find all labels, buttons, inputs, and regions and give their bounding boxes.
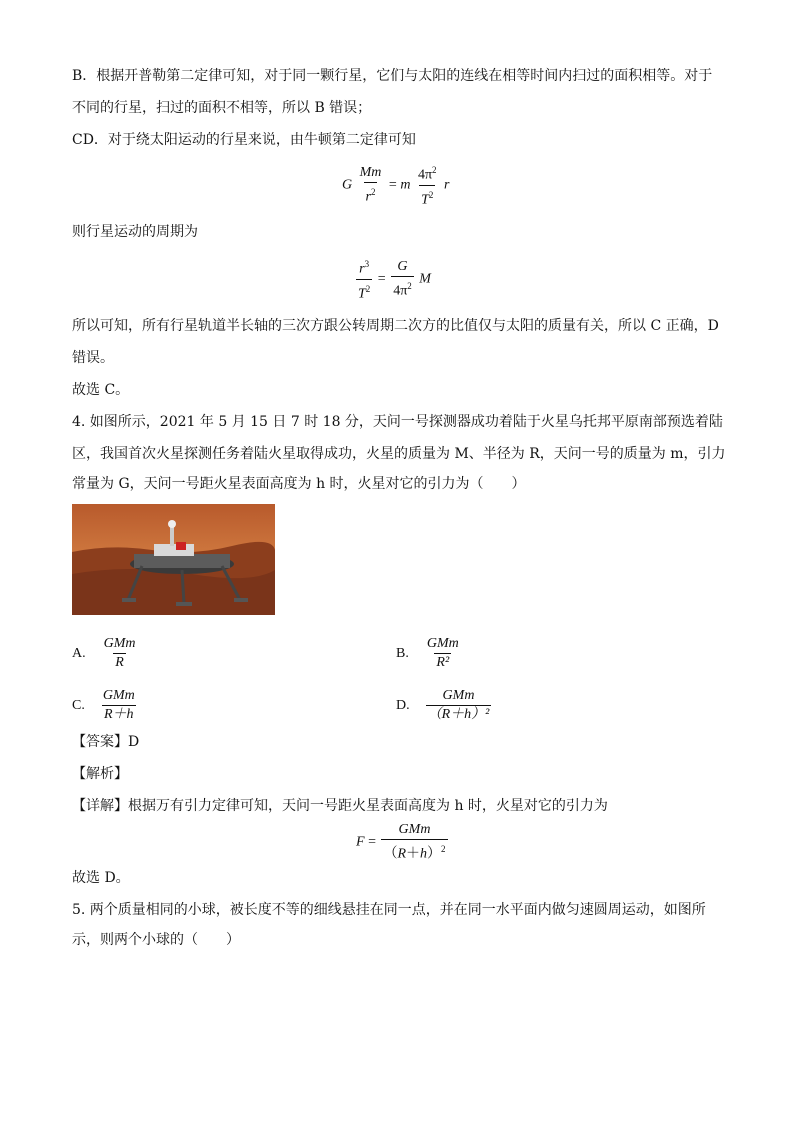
option-label: C.: [72, 697, 85, 713]
option-numerator: GMm: [103, 636, 136, 651]
text-line: 故选 D。: [72, 870, 130, 886]
analysis-tag: 【解析】: [72, 766, 128, 782]
option-a[interactable]: [72, 636, 140, 671]
text-line: 错误。: [72, 350, 114, 366]
option-label: B.: [396, 645, 409, 661]
option-denominator: R²: [436, 655, 450, 670]
option-d[interactable]: [396, 688, 493, 723]
option-denominator: R: [115, 655, 124, 670]
text-line: 所以可知，所有行星轨道半长轴的三次方跟公转周期二次方的比值仅与太阳的质量有关，所以 C 正确，D: [72, 318, 719, 334]
equation-newton: G $\frac{Mm}{r^2}$ = m $\frac{4\pi^2}{T^2}$ r: [342, 164, 450, 208]
text-line: 故选 C。: [72, 382, 130, 398]
text-line: CD．对于绕太阳运动的行星来说，由牛顿第二定律可知: [72, 132, 416, 148]
question-5-text: 示，则两个小球的（ ）: [72, 932, 240, 948]
option-denominator: （R＋h）²: [427, 707, 490, 722]
option-b[interactable]: [396, 636, 463, 671]
answer-tag: 【答案】: [72, 734, 128, 750]
question-4-text: 区，我国首次火星探测任务着陆火星取得成功，火星的质量为 M、半径为 R，天问一号的质量为 m，引力: [72, 446, 726, 462]
mars-lander-image: [72, 504, 275, 615]
question-5-text: 5. 两个质量相同的小球，被长度不等的细线悬挂在同一点，并在同一水平面内做匀速圆周运动，如图所: [72, 902, 706, 918]
detail-line: [72, 796, 608, 816]
question-4-text: 4. 如图所示，2021 年 5 月 15 日 7 时 18 分，天问一号探测器成功着陆于火星乌托邦平原南部预选着陆: [72, 414, 723, 430]
answer-value: D: [128, 734, 140, 750]
option-numerator: GMm: [442, 688, 475, 703]
equation-kepler: $\frac{r^3}{T^2}$ = $\frac{G}{4\pi^2}$ M: [358, 258, 431, 302]
option-c[interactable]: [72, 688, 139, 723]
text-line: 则行星运动的周期为: [72, 224, 198, 240]
detail-text: 根据万有引力定律可知，天问一号距火星表面高度为 h 时，火星对它的引力为: [128, 798, 608, 814]
answer-line: [72, 732, 139, 752]
detail-tag: 【详解】: [72, 798, 128, 814]
question-4-text: 常量为 G，天问一号距火星表面高度为 h 时，火星对它的引力为（ ）: [72, 476, 526, 492]
equation-gravity: F = $\frac{\text{GMm}}{(R+h)^2}$: [356, 822, 446, 862]
option-denominator: R＋h: [104, 707, 134, 722]
option-numerator: GMm: [102, 688, 135, 703]
text-line: 不同的行星，扫过的面积不相等，所以 B 错误；: [72, 100, 372, 116]
option-label: A.: [72, 645, 86, 661]
option-numerator: GMm: [426, 636, 459, 651]
option-label: D.: [396, 697, 410, 713]
text-line: B．根据开普勒第二定律可知，对于同一颗行星，它们与太阳的连线在相等时间内扫过的面积相等。对于: [72, 68, 713, 84]
